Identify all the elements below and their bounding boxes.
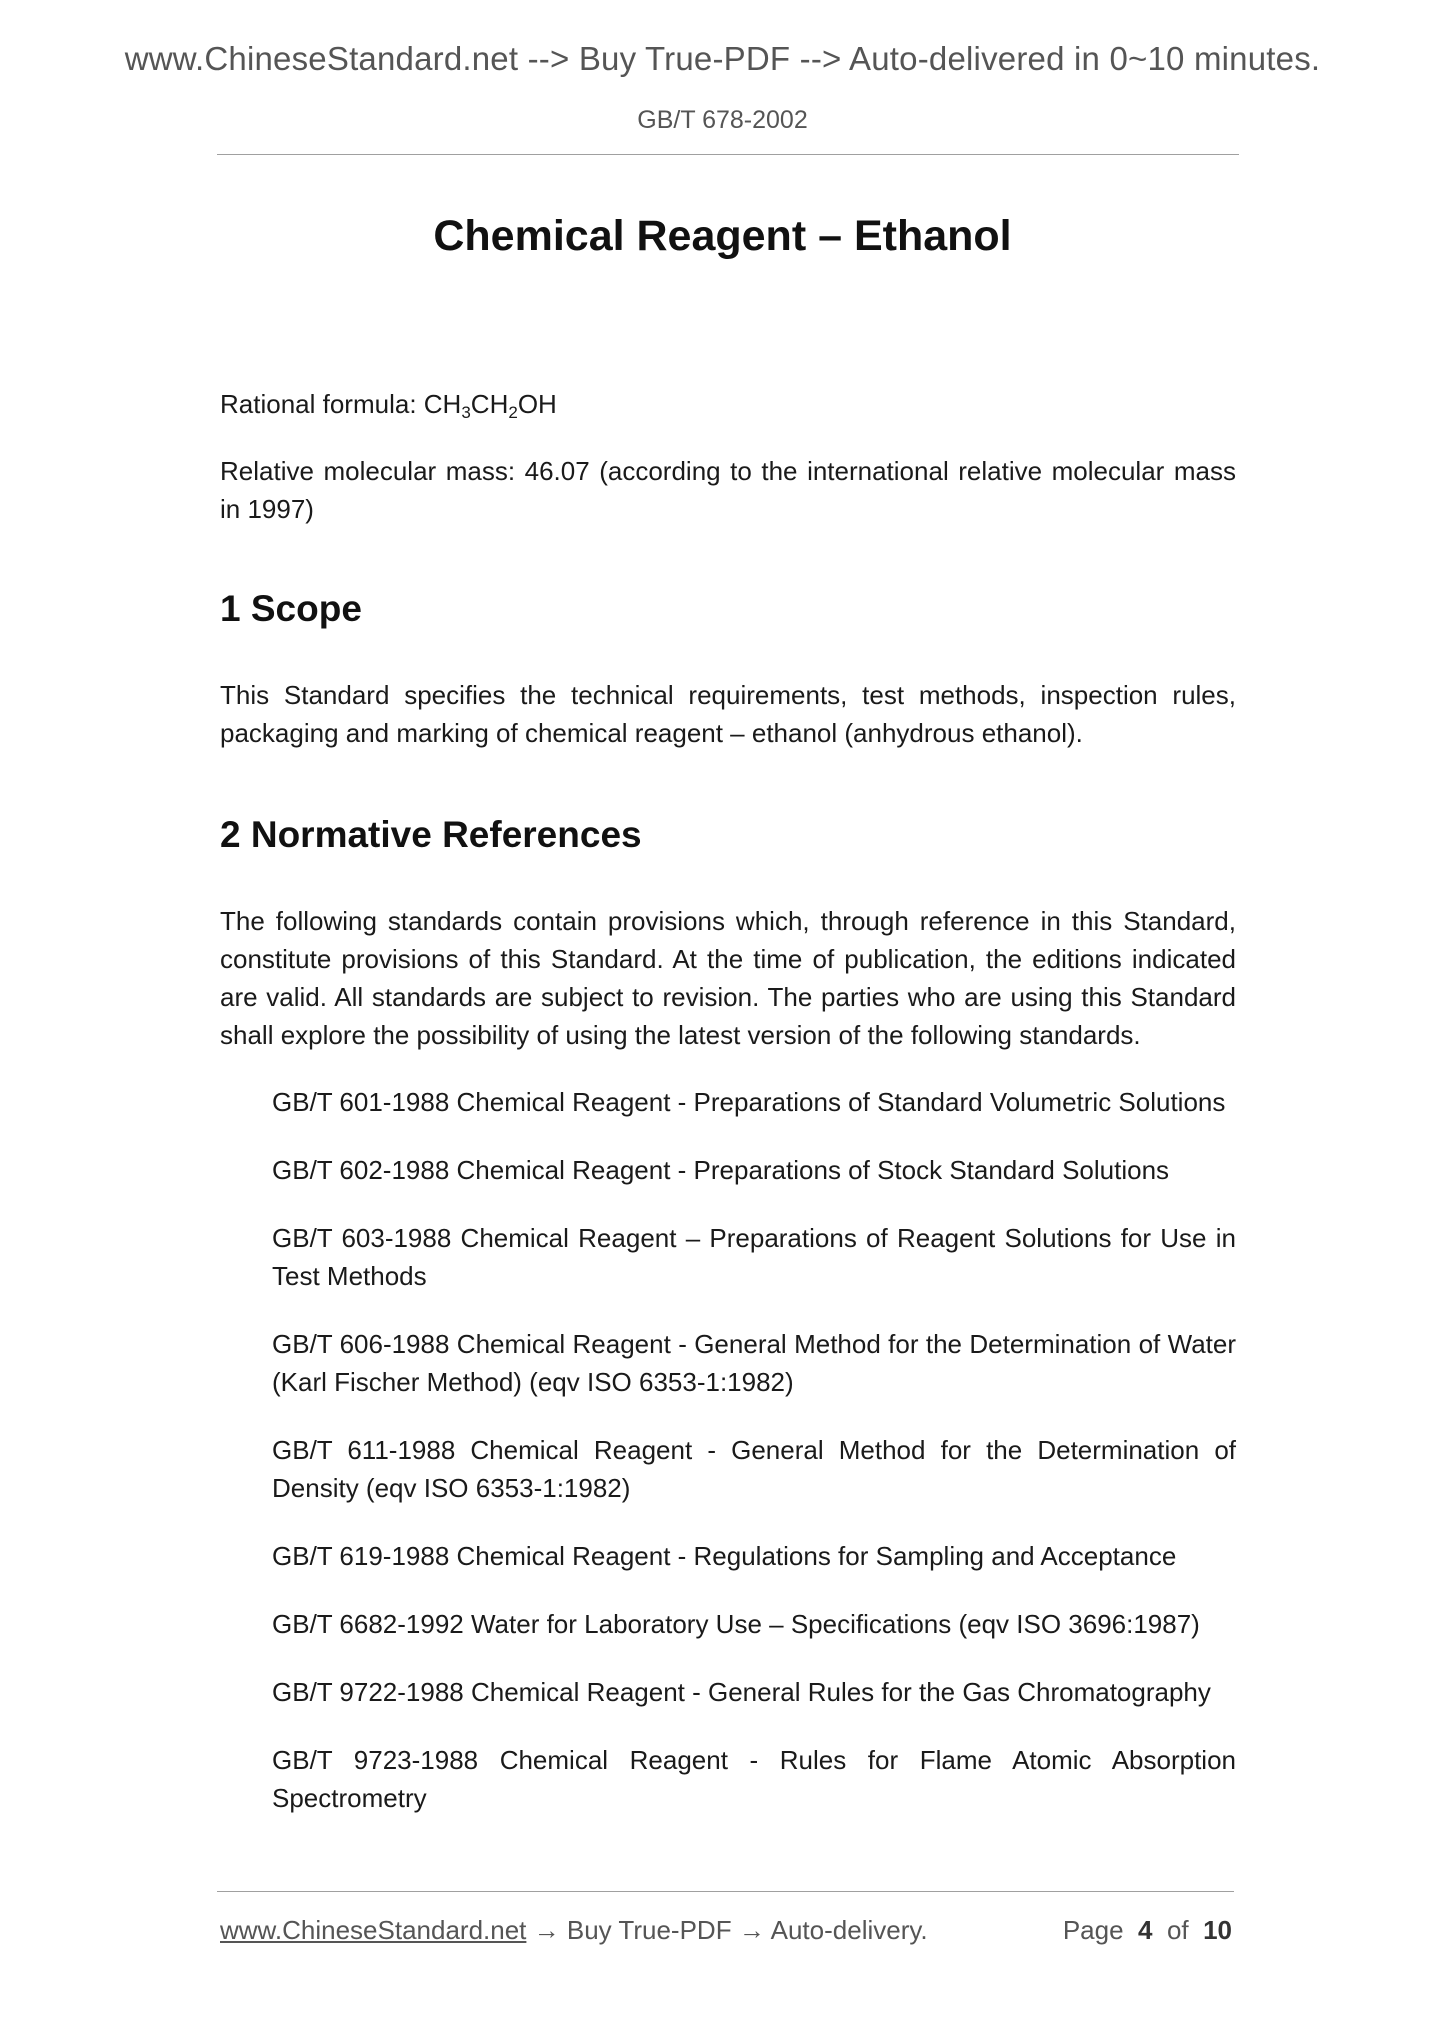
page-of-label: of [1166,1915,1189,1945]
section-heading-scope: 1 Scope [220,588,362,629]
footer-delivery-text: Auto-delivery. [770,1915,928,1945]
reference-item: GB/T 6682-1992 Water for Laboratory Use – Specifications (eqv ISO 3696:1987) [272,1609,1200,1639]
reference-item: GB/T 601-1988 Chemical Reagent - Preparations of Standard Volumetric Solutions [272,1087,1226,1117]
molecular-mass: Relative molecular mass: 46.07 (according to the international relative molecular mass in 1997) [220,456,1236,524]
scope-paragraph: This Standard specifies the technical requirements, test methods, inspection rules, packaging and marking of chemical reagent – ethanol (anhydrous ethanol). [220,680,1236,748]
formula-part: CH [470,389,509,419]
footer-buy-text: Buy True-PDF [566,1915,732,1945]
formula-part: CH [423,389,462,419]
formula-label: Rational formula: [220,389,424,419]
reference-item: GB/T 9722-1988 Chemical Reagent - General Rules for the Gas Chromatography [272,1677,1211,1707]
reference-item: GB/T 9723-1988 Chemical Reagent - Rules for Flame Atomic Absorption Spectrometry [272,1745,1236,1813]
document-title: Chemical Reagent – Ethanol [433,212,1012,260]
arrow-icon: → [738,1915,765,1945]
formula-part: OH [517,389,557,419]
header-divider [217,154,1239,155]
page-footer [220,1915,1232,1946]
reference-list [272,1083,1236,1847]
reference-item: GB/T 619-1988 Chemical Reagent - Regulations for Sampling and Acceptance [272,1541,1177,1571]
formula-subscript: 3 [461,403,471,422]
page-total: 10 [1203,1915,1232,1945]
standard-number: GB/T 678-2002 [637,106,808,134]
section-heading-references: 2 Normative References [220,814,642,855]
rational-formula [220,385,1236,423]
formula-subscript: 2 [508,403,518,422]
reference-item: GB/T 603-1988 Chemical Reagent – Preparations of Reagent Solutions for Use in Test Methods [272,1223,1236,1291]
footer-divider [217,1891,1234,1892]
references-paragraph: The following standards contain provisions which, through reference in this Standard, constitute provisions of this Standard. At the time of publication, the editions indicated are valid. All standards are subject to revision. The parties who are using this Standard shall explore the possibility of using the latest version of the following standards. [220,906,1236,1050]
arrow-icon: → [533,1915,560,1945]
page-label: Page [1062,1915,1124,1945]
reference-item: GB/T 602-1988 Chemical Reagent - Preparations of Stock Standard Solutions [272,1155,1170,1185]
reference-item: GB/T 611-1988 Chemical Reagent - General Method for the Determination of Density (eqv ISO 6353-1:1982) [272,1435,1236,1503]
footer-link[interactable]: www.ChineseStandard.net [220,1915,527,1945]
header-banner: www.ChineseStandard.net --> Buy True-PDF --> Auto-delivered in 0~10 minutes. [124,40,1321,77]
page-indicator [1063,1915,1232,1946]
page-current: 4 [1138,1915,1153,1945]
reference-item: GB/T 606-1988 Chemical Reagent - General Method for the Determination of Water (Karl Fischer Method) (eqv ISO 6353-1:1982) [272,1329,1236,1397]
